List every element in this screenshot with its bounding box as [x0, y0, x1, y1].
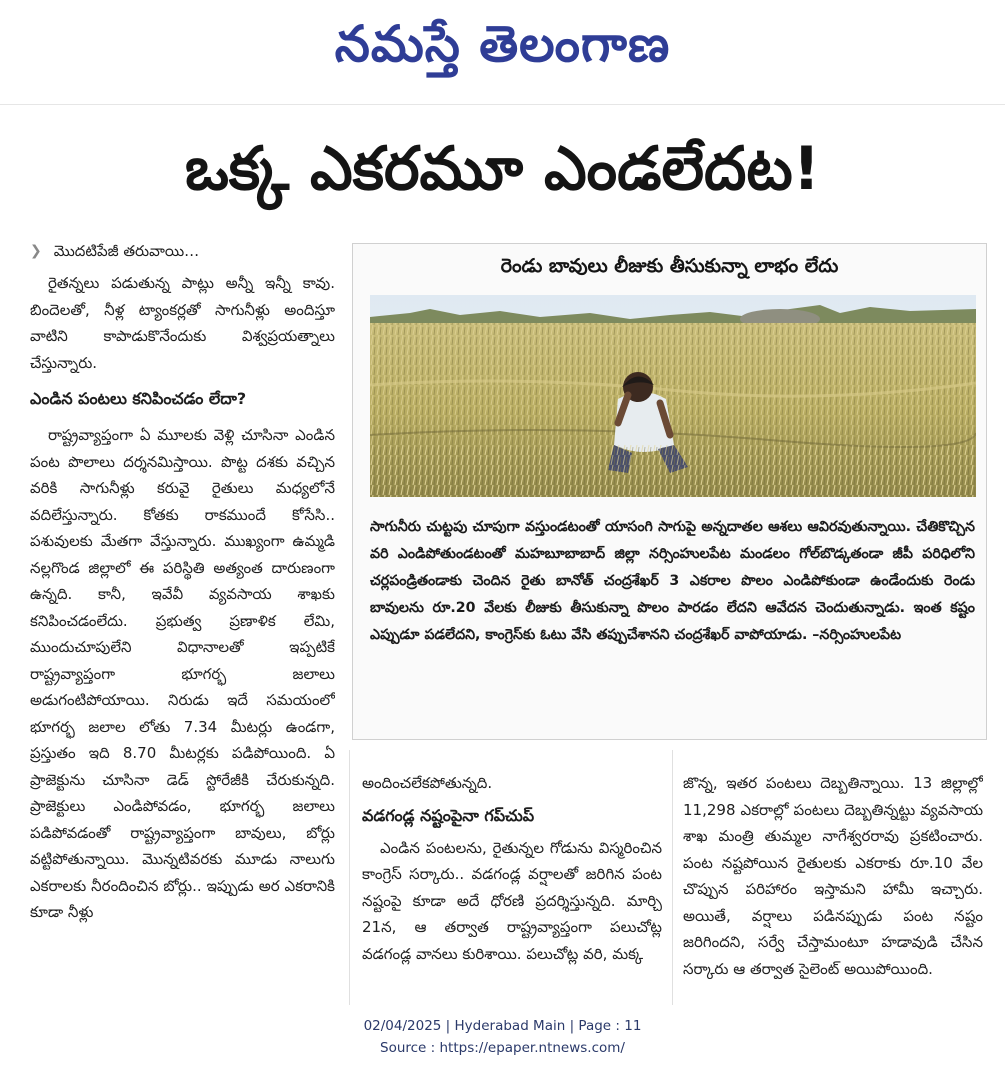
body-paragraph: జొన్న, ఇతర పంటలు దెబ్బతిన్నాయి. 13 జిల్లాల్లో 11,298 ఎకరాల్లో పంటలు దెబ్బతిన్నట్టు వ్యవసాయ శాఖ మంత్రి తుమ్మల నాగేశ్వరరావు ప్రకటించారు. పంట నష్టపోయిన రైతులకు ఎకరాకు రూ.10 వేల చొప్పున పరిహారం ఇస్తామని హామీ ఇచ్చారు. అయితే, వర్షాలు పడినప్పుడు పంట నష్టం జరిగిందని, సర్వే చేస్తామంటూ హడావుడి చేసిన సర్కారు ఆ తర్వాత సైలెంట్ అయిపోయింది. — [683, 774, 983, 978]
article-column-1 — [30, 240, 335, 1010]
edition-info: 02/04/2025 | Hyderabad Main | Page : 11 — [363, 1018, 642, 1034]
subheading-hailstorm-loss: వడగండ్ల నష్టంపైనా గప్‌చుప్ — [362, 805, 535, 825]
masthead — [0, 0, 1005, 100]
photo-box-title: రెండు బావులు లీజుకు తీసుకున్నా లాభం లేదు — [500, 254, 839, 277]
body-paragraph: ఎండిన పంటలను, రైతున్నల గోడును విస్మరించిన కాంగ్రెస్ సర్కారు.. వడగండ్ల వర్షాలతో జరిగిన పంట నష్టంపై కూడా అదే ధోరణి ప్రదర్శిస్తున్నది. మార్చి 21న, ఆ తర్వాత రాష్ట్రవ్యాప్తంగా పలుచోట్ల వడగండ్ల వానలు కురిశాయి. పలుచోట్ల వరి, మక్క — [362, 838, 662, 963]
column-divider — [672, 750, 673, 1005]
continued-label: మొదటిపేజీ తరువాయి… — [53, 241, 200, 260]
subheading-dried-crops: ఎండిన పంటలు కనిపించడం లేదా? — [30, 389, 247, 408]
continued-from-front-page — [30, 240, 335, 262]
newspaper-logo: నమస్తే తెలంగాణ — [334, 14, 671, 73]
article-column-3 — [683, 770, 983, 1010]
article-headline — [10, 114, 995, 224]
intro-paragraph: రైతన్నలు పడుతున్న పాట్లు అన్నీ ఇన్నీ కావు. బిందెలతో, నీళ్ల ట్యాంకర్లతో సాగునీళ్లు అందిస్తూ వాటిని కాపాడుకొనేందుకు విశ్వప్రయత్నాలు చేస్తున్నారు. — [30, 274, 335, 372]
chevron-right-icon: ❯ — [30, 243, 42, 259]
headline-text: ఒక్క ఎకరమూ ఎండలేదట! — [184, 134, 821, 204]
farmer-in-dry-paddy-photo — [370, 295, 976, 497]
photo-feature-box — [352, 243, 987, 740]
page-footer — [0, 1015, 1005, 1059]
body-paragraph: రాష్ట్రవ్యాప్తంగా ఏ మూలకు వెళ్లి చూసినా ఎండిన పంట పొలాలు దర్శనమిస్తాయి. పొట్ట దశకు వచ్చిన వరికి సాగునీళ్లు కరువై రైతులు మధ్యలోనే వదిలేస్తున్నారు. కోతకు రాకముందే కోసేసి.. పశువులకు మేతగా వేస్తున్నారు. ముఖ్యంగా ఉమ్మడి నల్లగొండ జిల్లాలో ఈ పరిస్థితి అత్యంత దారుణంగా ఉన్నది. కానీ, ఇవేవీ వ్యవసాయ శాఖకు కనిపించడంలేదు. ప్రభుత్వ ప్రణాళిక లేమి, ముందుచూపులేని విధానాలతో ఇప్పటికే రాష్ట్రవ్యాప్తంగా భూగర్భ జలాలు అడుగంటిపోయాయి. నిరుడు ఇదే సమయంలో భూగర్భ జలాల లోతు 7.34 మీటర్లు ఉండగా, ప్రస్తుతం ఇది 8.70 మీటర్లకు పడిపోయింది. ఏ ప్రాజెక్టును చూసినా డెడ్ స్టోరేజీకి చేరుకున్నది. ప్రాజెక్టులు ఎండిపోవడం, భూగర్భ జలాలు పడిపోవడంతో రాష్ట్రవ్యాప్తంగా బావులు, బోర్లు వట్టిపోతున్నాయి. మొన్నటివరకు మూడు నాలుగు ఎకరాలకు నీరందించిన బోర్లు.. ఇప్పుడు అర ఎకరానికి కూడా నీళ్లు — [30, 426, 335, 921]
header-divider — [0, 104, 1005, 105]
continuation-line: అందించలేకపోతున్నది. — [362, 774, 493, 792]
photo-caption: సాగునీరు చుట్టపు చూపుగా వస్తుండటంతో యాసంగి సాగుపై అన్నదాతల ఆశలు ఆవిరవుతున్నాయి. చేతికొచ్చిన వరి ఎండిపోతుండటంతో మహబూబాబాద్ జిల్లా నర్సింహులపేట మండలం గోల్‌బొడ్కతండా జీపీ పరిధిలోని చర్లపండ్రితండాకు చెందిన రైతు బానోత్ చంద్రశేఖర్ 3 ఎకరాల పొలం ఎండిపోకుండా ఉండేందుకు రెండు బావులను రూ.20 వేలకు లీజుకు తీసుకున్నా పొలం పారడం లేదని ఆవేదన చెందుతున్నాడు. ఇంత కష్టం ఎప్పుడూ పడలేదని, కాంగ్రెస్‌కు ఓటు వేసి తప్పుచేశానని చంద్రశేఖర్ వాపోయాడు. –నర్సింహులపేట — [370, 519, 975, 643]
article-column-2 — [362, 770, 662, 1010]
column-divider — [349, 750, 350, 1005]
source-link[interactable]: Source : https://epaper.ntnews.com/ — [380, 1040, 625, 1056]
